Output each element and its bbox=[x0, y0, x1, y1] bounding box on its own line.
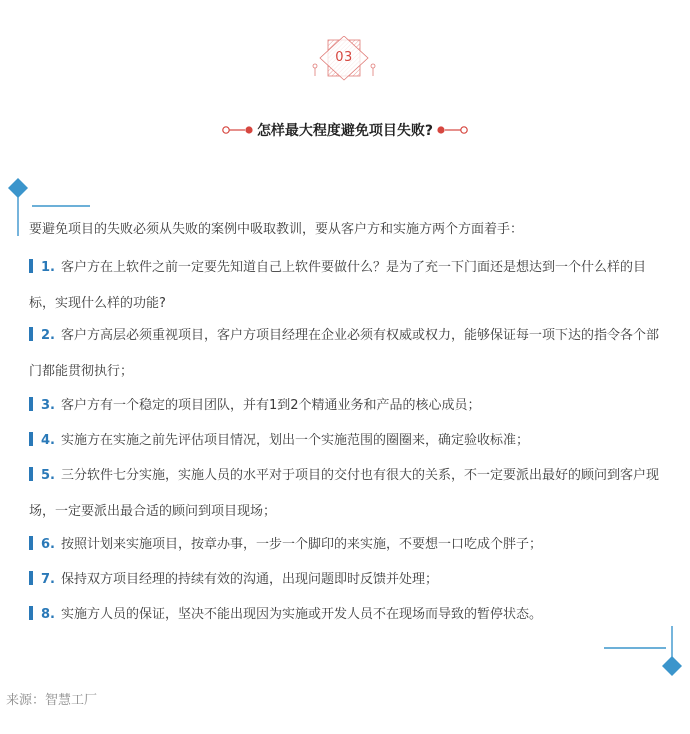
section-number-badge bbox=[312, 36, 376, 84]
item-marker-bar bbox=[29, 606, 33, 620]
list-item bbox=[29, 458, 669, 530]
section-heading bbox=[0, 120, 690, 140]
item-text: 保持双方项目经理的持续有效的沟通，出现问题即时反馈并处理； bbox=[60, 572, 438, 587]
list-item bbox=[29, 527, 669, 563]
list-item bbox=[29, 250, 669, 322]
list-item bbox=[29, 423, 669, 459]
item-number: 7. bbox=[41, 572, 55, 587]
item-number: 1. bbox=[41, 260, 55, 275]
item-marker-bar bbox=[29, 259, 33, 273]
item-number: 2. bbox=[41, 328, 55, 343]
item-number: 3. bbox=[41, 398, 55, 413]
title-left-ornament-icon bbox=[221, 125, 255, 135]
title-right-ornament-icon bbox=[435, 125, 469, 135]
item-text: 实施方在实施之前先评估项目情况，划出一个实施范围的圈圈来，确定验收标准； bbox=[60, 433, 529, 448]
item-marker-bar bbox=[29, 536, 33, 550]
item-marker-bar bbox=[29, 432, 33, 446]
item-number: 4. bbox=[41, 433, 55, 448]
source-credit: 来源：智慧工厂 bbox=[6, 693, 98, 708]
item-text: 客户方有一个稳定的项目团队，并有1到2个精通业务和产品的核心成员； bbox=[60, 398, 481, 413]
item-text: 三分软件七分实施，实施人员的水平对于项目的交付也有很大的关系，不一定要派出最好的顾问到客户现场，一定要派出最合适的顾问到项目现场； bbox=[29, 468, 659, 519]
badge-number: 03 bbox=[335, 50, 353, 65]
intro-paragraph: 要避免项目的失败必须从失败的案例中吸取教训，要从客户方和实施方两个方面着手： bbox=[29, 222, 524, 237]
item-marker-bar bbox=[29, 571, 33, 585]
item-number: 8. bbox=[41, 607, 55, 622]
section-title: 怎样最大程度避免项目失败? bbox=[256, 123, 434, 139]
item-marker-bar bbox=[29, 327, 33, 341]
list-item bbox=[29, 318, 669, 390]
item-text: 客户方在上软件之前一定要先知道自己上软件要做什么？是为了充一下门面还是想达到一个什么样的目标，实现什么样的功能? bbox=[29, 260, 646, 311]
list-item bbox=[29, 562, 669, 598]
list-item bbox=[29, 388, 669, 424]
item-number: 5. bbox=[41, 468, 55, 483]
item-text: 按照计划来实施项目，按章办事，一步一个脚印的来实施，不要想一口吃成个胖子； bbox=[60, 537, 542, 552]
item-text: 实施方人员的保证，坚决不能出现因为实施或开发人员不在现场而导致的暂停状态。 bbox=[60, 607, 542, 622]
corner-decoration-bottom-right-icon bbox=[600, 626, 686, 682]
list-item bbox=[29, 597, 669, 633]
item-marker-bar bbox=[29, 467, 33, 481]
item-text: 客户方高层必须重视项目，客户方项目经理在企业必须有权威或权力，能够保证每一项下达的指令各个部门都能贯彻执行； bbox=[29, 328, 659, 379]
item-number: 6. bbox=[41, 537, 55, 552]
item-marker-bar bbox=[29, 397, 33, 411]
